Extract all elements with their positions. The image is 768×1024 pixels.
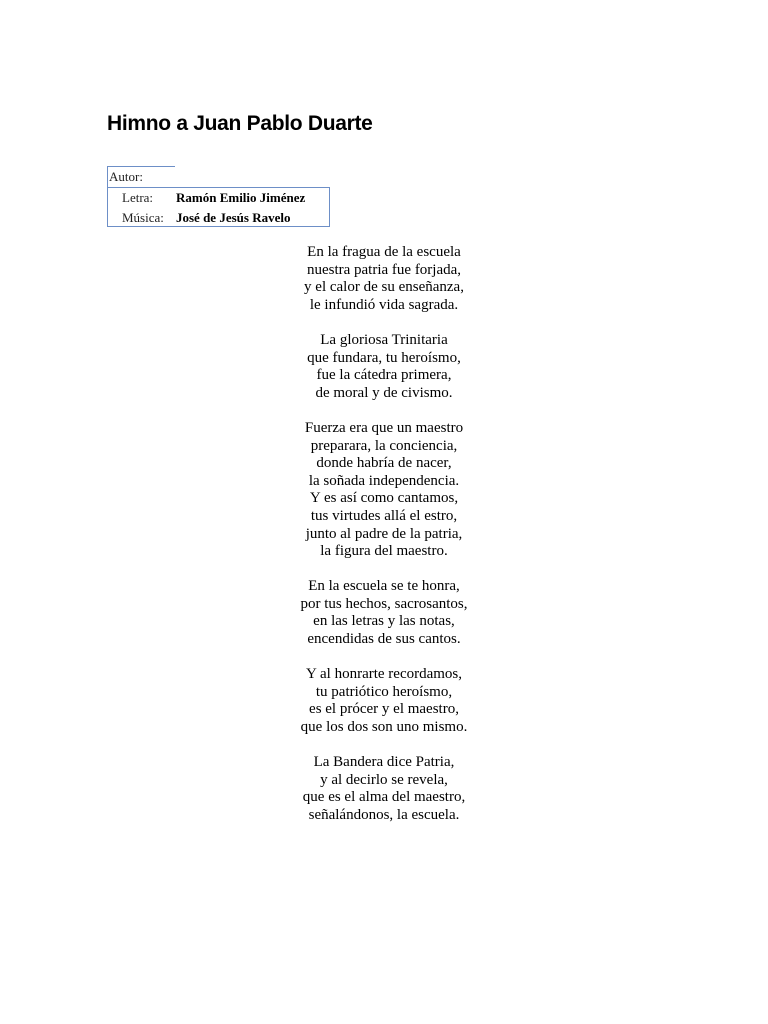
music-composer: José de Jesús Ravelo (176, 210, 291, 225)
music-key: Música: (122, 210, 164, 225)
verse-line: señalándonos, la escuela. (308, 807, 460, 823)
verse-line: preparara, la conciencia, (310, 437, 458, 454)
verse-line: por tus hechos, sacrosantos, (300, 595, 468, 612)
verse-line: Y al honrarte recordamos, (305, 666, 463, 683)
page-title: Himno a Juan Pablo Duarte (107, 112, 373, 135)
poem-body (240, 244, 528, 842)
lyrics-author: Ramón Emilio Jiménez (176, 190, 306, 205)
author-credits-box (107, 166, 329, 226)
verse-line: y al decirlo se revela, (320, 771, 448, 788)
verse-line: y el calor de su enseñanza, (304, 279, 464, 296)
verse-line: le infundió vida sagrada. (309, 296, 459, 313)
lyrics-credit-row (107, 188, 329, 207)
verse-line: Fuerza era que un maestro (304, 419, 464, 436)
verse-line: la soñada independencia. (308, 472, 460, 489)
lyrics-key: Letra: (122, 190, 154, 205)
stanza (240, 332, 528, 402)
verse-line: donde habría de nacer, (316, 455, 452, 472)
verse-line: junto al padre de la patria, (305, 525, 463, 542)
verse-line: tu patriótico heroísmo, (315, 683, 453, 700)
verse-line: la figura del maestro. (320, 543, 448, 560)
verse-line: En la escuela se te honra, (308, 578, 460, 595)
verse-line: La gloriosa Trinitaria (320, 331, 448, 348)
stanza (240, 754, 528, 824)
verse-line: encendidas de sus cantos. (307, 631, 461, 648)
verse-line: fue la cátedra primera, (316, 367, 452, 384)
author-label: Autor: (109, 169, 143, 184)
verse-line: en las letras y las notas, (313, 613, 455, 630)
verse-line: Y es así como cantamos, (309, 490, 459, 507)
verse-line: tus virtudes allá el estro, (310, 507, 458, 524)
stanza (240, 420, 528, 561)
stanza (240, 244, 528, 314)
verse-line: que fundara, tu heroísmo, (307, 349, 461, 366)
verse-line: que los dos son uno mismo. (300, 719, 468, 736)
verse-line: nuestra patria fue forjada, (306, 261, 462, 278)
stanza (240, 578, 528, 648)
stanza (240, 666, 528, 736)
verse-line: En la fragua de la escuela (307, 244, 461, 260)
music-credit-row (107, 208, 329, 227)
verse-line: que es el alma del maestro, (302, 789, 466, 806)
verse-line: de moral y de civismo. (315, 384, 453, 401)
verse-line: La Bandera dice Patria, (313, 754, 455, 771)
verse-line: es el prócer y el maestro, (309, 701, 459, 718)
